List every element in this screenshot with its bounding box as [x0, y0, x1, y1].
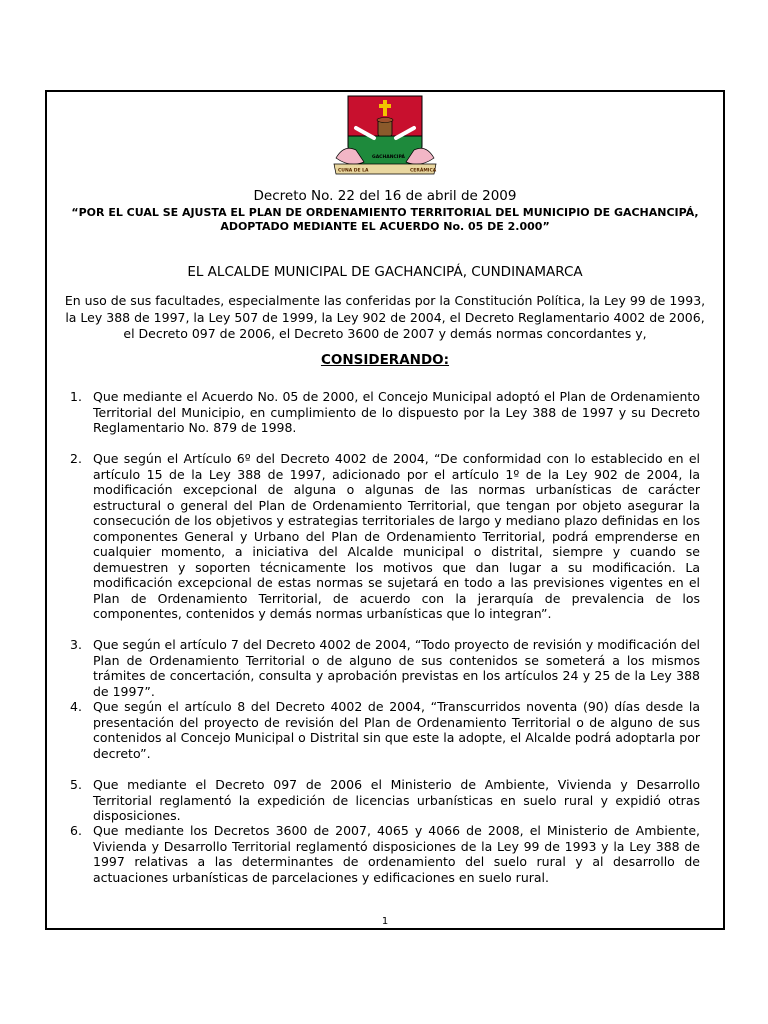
decree-subtitle	[60, 206, 710, 234]
crest-text-left: CUNA DE LA	[338, 168, 369, 174]
list-item-number: 2.	[70, 451, 82, 466]
list-item-text: Que según el Artículo 6º del Decreto 4002 de 2004, “De conformidad con lo establecido en el artículo 15 de la Ley 388 de 1997, adicionado por el artículo 1º de la Ley 902 de 2004, la modificación excepcional de alguna o algunas de las normas urbanísticas de carácter estructural o general del Plan de Ordenamiento Territorial, que tengan por objeto asegurar la consecución de los objetivos y estrategias territoriales de largo y mediano plazo definidas en los componentes General y Urbano del Plan de Ordenamiento Territorial, podrá emprenderse en cualquier momento, a iniciativa del Alcalde municipal o distrital, siempre y cuando se demuestren y soporten técnicamente los motivos que dan lugar a su modificación. La modificación excepcional de estas normas se sujetará en todo a las previsiones vigentes en el Plan de Ordenamiento Territorial, de acuerdo con la jerarquía de prevalencia de los componentes, contenidos y demás normas urbanísticas que lo integran”.	[93, 451, 700, 621]
list-item	[70, 699, 700, 761]
list-item-number: 6.	[70, 823, 82, 838]
list-item	[70, 451, 700, 622]
decree-title: Decreto No. 22 del 16 de abril de 2009	[253, 188, 517, 204]
page-number: 1	[381, 916, 389, 927]
crest-text-center: GACHANCIPÁ	[372, 155, 405, 160]
list-item	[70, 777, 700, 824]
list-item-number: 5.	[70, 777, 82, 792]
list-item	[70, 823, 700, 885]
list-item-text: Que mediante el Acuerdo No. 05 de 2000, el Concejo Municipal adoptó el Plan de Ordenamiento Territorial del Municipio, en cumplimiento de lo dispuesto por la Ley 388 de 1997 y su Decreto Reglamentario No. 879 de 1998.	[93, 389, 700, 435]
list-item	[70, 389, 700, 436]
list-item-number: 3.	[70, 637, 82, 652]
crest-text-right: CERÁMICA	[410, 168, 437, 174]
list-item-number: 1.	[70, 389, 82, 404]
list-item-text: Que según el artículo 7 del Decreto 4002 de 2004, “Todo proyecto de revisión y modificación del Plan de Ordenamiento Territorial o de alguno de sus contenidos se someterá a los mismos trámites de concertación, consulta y aprobación previstas en los artículos 24 y 25 de la Ley 388 de 1997”.	[93, 637, 700, 699]
municipal-crest	[330, 92, 440, 184]
considerando-heading: CONSIDERANDO:	[320, 352, 450, 368]
list-item-text: Que mediante los Decretos 3600 de 2007, 4065 y 4066 de 2008, el Ministerio de Ambiente, Vivienda y Desarrollo Territorial reglamentó disposiciones de la Ley 99 de 1993 y la Ley 388 de 1997 relativas a las determinantes de ordenamiento del suelo rural y al desarrollo de actuaciones urbanísticas de parcelaciones y edificaciones en suelo rural.	[93, 823, 700, 885]
decree-subtitle-line1: “POR EL CUAL SE AJUSTA EL PLAN DE ORDENAMIENTO TERRITORIAL DEL MUNICIPIO DE GACHANCIPÁ,	[71, 206, 699, 219]
intro-paragraph: En uso de sus facultades, especialmente las conferidas por la Constitución Política, la Ley 99 de 1993, la Ley 388 de 1997, la Ley 507 de 1999, la Ley 902 de 2004, el Decreto Reglamentario 4002 de 2006, el Decreto 097 de 2006, el Decreto 3600 de 2007 y demás normas concordantes y,	[64, 293, 706, 341]
list-item-text: Que mediante el Decreto 097 de 2006 el Ministerio de Ambiente, Vivienda y Desarrollo Territorial reglamentó la expedición de licencias urbanísticas en suelo rural y expidió otras disposiciones.	[93, 777, 700, 823]
list-item	[70, 637, 700, 699]
list-item-number: 4.	[70, 699, 82, 714]
list-item-text: Que según el artículo 8 del Decreto 4002 de 2004, “Transcurridos noventa (90) días desde la presentación del proyecto de revisión del Plan de Ordenamiento Territorial o de alguno de sus contenidos al Concejo Municipal o Distrital sin que este la adopte, el Alcalde podrá adoptarla por decreto”.	[93, 699, 700, 761]
decree-subtitle-line2: ADOPTADO MEDIANTE EL ACUERDO No. 05 DE 2.000”	[220, 220, 550, 233]
mayor-heading: EL ALCALDE MUNICIPAL DE GACHANCIPÁ, CUNDINAMARCA	[187, 264, 583, 280]
